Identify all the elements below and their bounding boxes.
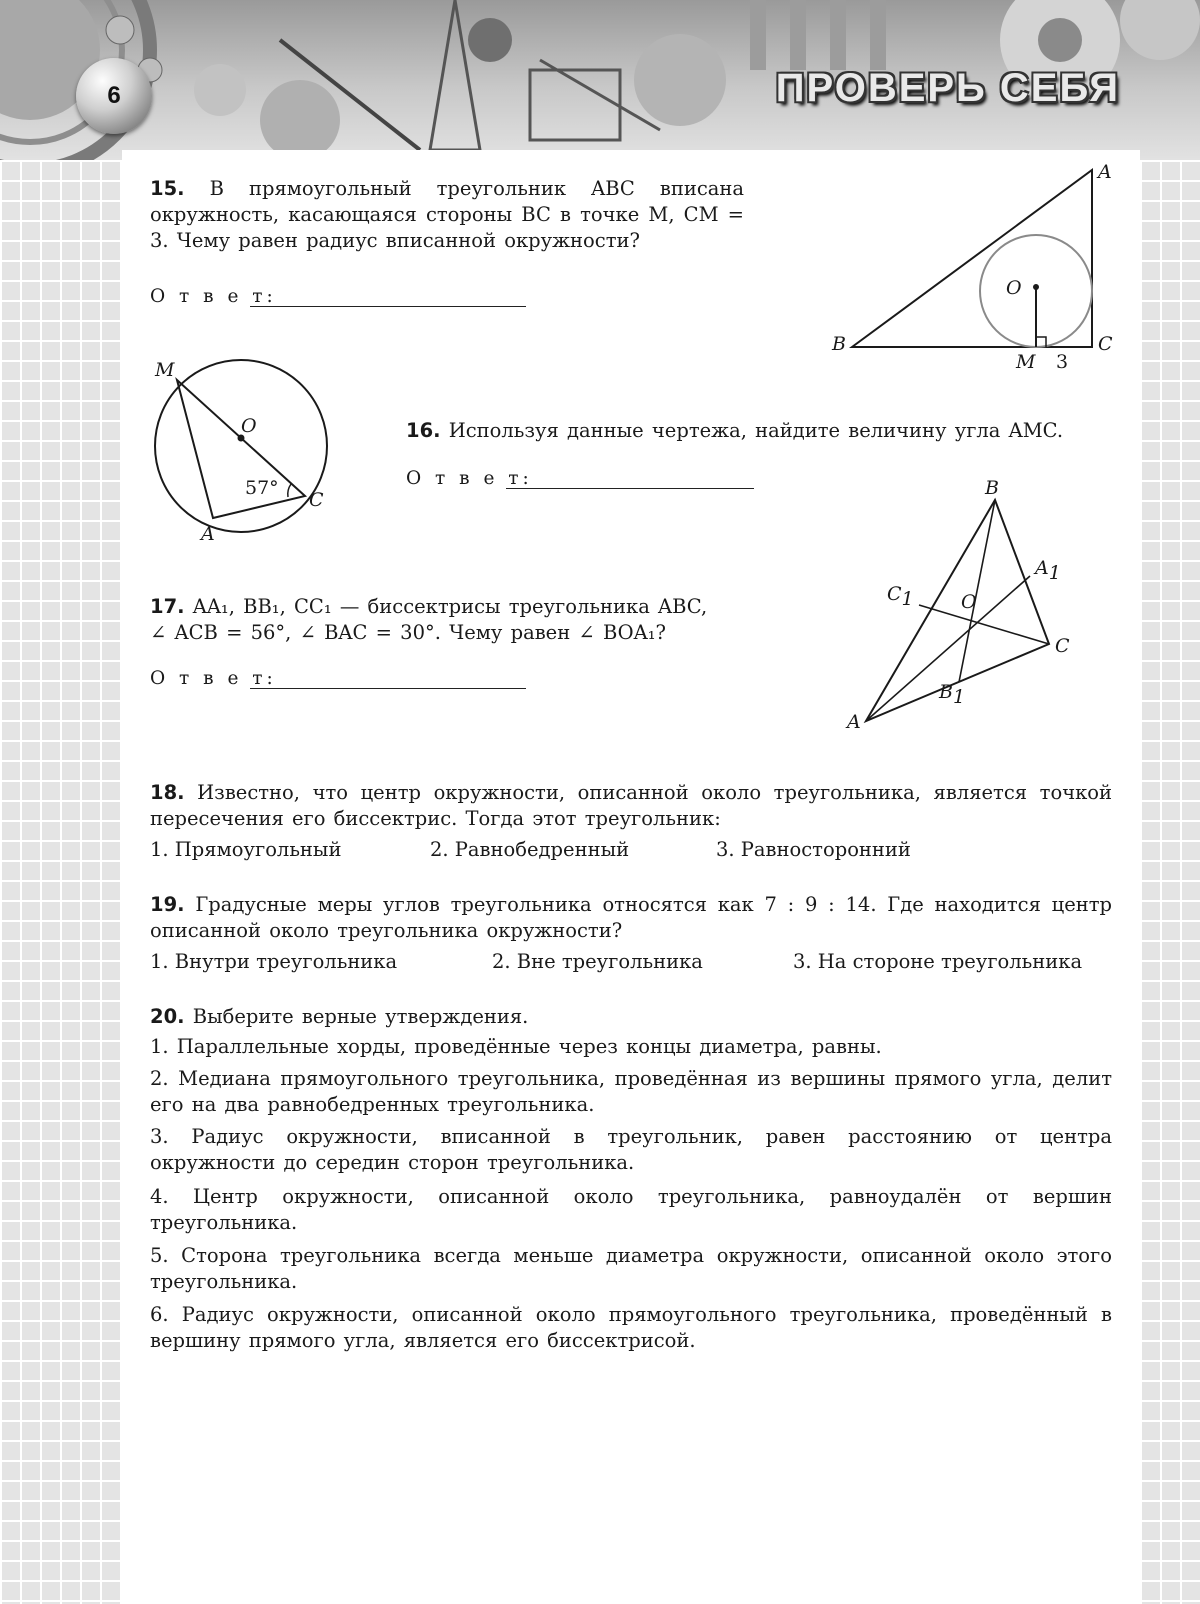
question-17-line-2: ∠ ACB = 56°, ∠ BAC = 30°. Чему равен ∠ BOA₁? bbox=[150, 621, 666, 644]
figure-17-bisectors bbox=[845, 477, 1105, 740]
question-number: 19. bbox=[150, 893, 185, 916]
label-o: O bbox=[961, 591, 977, 613]
question-18 bbox=[150, 780, 1112, 832]
circle bbox=[155, 360, 327, 532]
label-o: O bbox=[241, 415, 257, 437]
answer-label: О т в е т: bbox=[150, 286, 277, 307]
label-m: M bbox=[155, 359, 175, 381]
label-b: B bbox=[832, 333, 846, 355]
answer-label: О т в е т: bbox=[406, 468, 533, 489]
label-cm-length: 3 bbox=[1056, 351, 1069, 373]
label-b: B bbox=[985, 477, 999, 499]
label-angle: 57° bbox=[245, 477, 279, 499]
statement-20-6: 6. Радиус окружности, описанной около прямоугольного треугольника, проведённый в вершину прямого угла, является его биссектрисой. bbox=[150, 1303, 1112, 1352]
question-17 bbox=[150, 594, 820, 646]
label-a: A bbox=[1098, 161, 1112, 183]
header-banner bbox=[0, 0, 1200, 160]
figure-15-inscribed-circle bbox=[830, 160, 1130, 390]
bisector-cc1 bbox=[919, 605, 1049, 644]
statement-20-1: 1. Параллельные хорды, проведённые через концы диаметра, равны. bbox=[150, 1035, 882, 1058]
option-19-1: 1. Внутри треугольника bbox=[150, 950, 398, 973]
label-o: O bbox=[1006, 277, 1022, 299]
question-text: В прямоугольный треугольник ABC вписана окружность, касающаяся стороны BC в точке M, CM = 3. Чему равен радиус вписанной окружности? bbox=[150, 177, 744, 252]
answer-field-17[interactable] bbox=[250, 688, 526, 689]
answer-field-16[interactable] bbox=[506, 488, 754, 489]
question-number: 18. bbox=[150, 781, 185, 804]
question-16 bbox=[406, 418, 1116, 444]
label-a: A bbox=[201, 523, 215, 545]
answer-label: О т в е т: bbox=[150, 668, 277, 689]
label-a: A bbox=[847, 711, 861, 733]
page-number-badge bbox=[76, 58, 152, 134]
question-number: 17. bbox=[150, 595, 185, 618]
label-c: C bbox=[1098, 333, 1113, 355]
angle-arc bbox=[288, 484, 291, 497]
question-15 bbox=[150, 176, 744, 254]
triangle-abc bbox=[852, 170, 1092, 347]
question-17-line-1 bbox=[150, 594, 820, 620]
center-point bbox=[1033, 284, 1039, 290]
question-text: Используя данные чертежа, найдите величину угла AMC. bbox=[448, 419, 1064, 442]
question-text-line-1: AA₁, BB₁, CC₁ — биссектрисы треугольника ABC, bbox=[192, 595, 708, 618]
label-m: M bbox=[1016, 351, 1036, 373]
statement-20-2: 2. Медиана прямоугольного треугольника, проведённая из вершины прямого угла, делит его на два равнобедренных треугольника. bbox=[150, 1067, 1112, 1116]
option-18-3: 3. Равносторонний bbox=[716, 838, 911, 861]
label-b1: B1 bbox=[939, 681, 966, 708]
question-20 bbox=[150, 1004, 1112, 1030]
question-text: Выберите верные утверждения. bbox=[192, 1005, 529, 1028]
statement-20-3: 3. Радиус окружности, вписанной в треугольник, равен расстоянию от центра окружности до середин сторон треугольника. bbox=[150, 1125, 1112, 1174]
page-number: 6 bbox=[107, 82, 121, 109]
question-number: 20. bbox=[150, 1005, 185, 1028]
question-number: 16. bbox=[406, 419, 441, 442]
figure-16-circle bbox=[145, 360, 345, 560]
question-text: Градусные меры углов треугольника относятся как 7 : 9 : 14. Где находится центр описанной около треугольника окружности? bbox=[150, 893, 1112, 942]
question-text: Известно, что центр окружности, описанной около треугольника, является точкой пересечения его биссектрис. Тогда этот треугольник: bbox=[150, 781, 1113, 830]
label-c: C bbox=[1055, 635, 1070, 657]
statement-20-5: 5. Сторона треугольника всегда меньше диаметра окружности, описанной около этого треугольника. bbox=[150, 1244, 1112, 1293]
label-c: C bbox=[309, 489, 324, 511]
triangle-mca bbox=[177, 380, 305, 518]
label-c1: C1 bbox=[887, 583, 914, 610]
option-18-1: 1. Прямоугольный bbox=[150, 838, 342, 861]
option-19-3: 3. На стороне треугольника bbox=[793, 950, 1083, 973]
option-19-2: 2. Вне треугольника bbox=[492, 950, 703, 973]
answer-field-15[interactable] bbox=[250, 306, 526, 307]
question-19 bbox=[150, 892, 1112, 944]
question-number: 15. bbox=[150, 177, 185, 200]
option-18-2: 2. Равнобедренный bbox=[430, 838, 630, 861]
label-a1: A1 bbox=[1035, 557, 1061, 584]
statement-20-4: 4. Центр окружности, описанной около треугольника, равноудалён от вершин треугольника. bbox=[150, 1185, 1112, 1234]
section-title: ПРОВЕРЬ СЕБЯ bbox=[775, 66, 1120, 110]
